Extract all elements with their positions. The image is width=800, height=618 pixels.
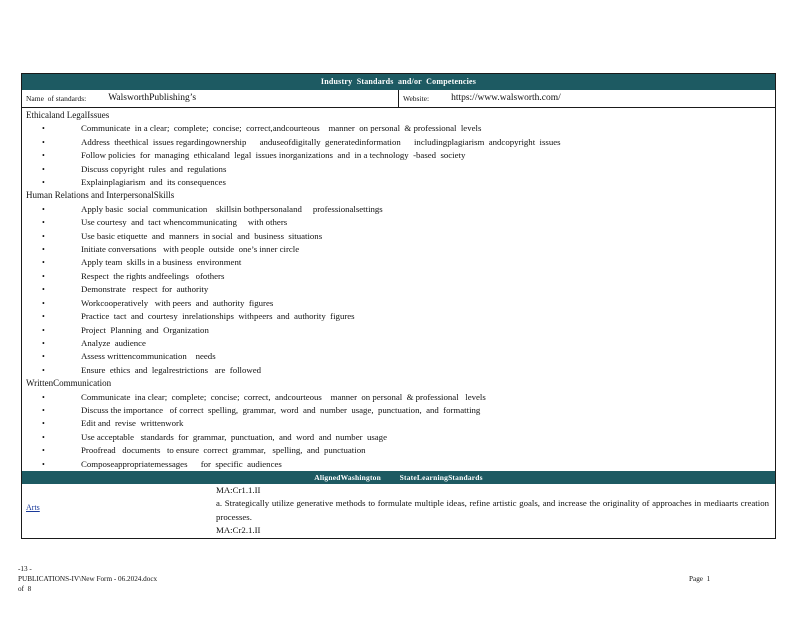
bullet-icon: • [42, 392, 45, 402]
standard-code: MA:Cr1.1.II [216, 484, 261, 495]
list-item: • Explainplagiarism and its consequences [22, 176, 775, 189]
website-label: Website: [403, 94, 430, 103]
aligned-standards-row [22, 484, 775, 538]
bullet-icon: • [42, 137, 45, 147]
bullet-icon: • [42, 298, 45, 308]
bullet-icon: • [42, 312, 45, 322]
list-item: • Practice tact and courtesy inrelationships withpeers and authority figures [22, 310, 775, 323]
section-title: Human Relations and InterpersonalSkills [26, 190, 175, 201]
standard-code: MA:Cr2.1.II [216, 525, 261, 536]
list-item: • Use basic etiquette and manners in social and business situations [22, 230, 775, 243]
list-item: • Edit and revise writtenwork [22, 417, 775, 430]
bullet-icon: • [42, 258, 45, 268]
footer-page-label: Page 1 [689, 575, 711, 583]
bullet-icon: • [42, 271, 45, 281]
bullet-icon: • [42, 218, 45, 228]
standard-description: a. Strategically utilize generative methods to formulate multiple ideas, refine artistic goals, and increase the originality of approaches in mediaarts creation processes. [216, 498, 769, 522]
list-item: • Demonstrate respect for authority [22, 283, 775, 296]
section-ethical-legal [22, 109, 775, 189]
bullet-icon: • [42, 325, 45, 335]
list-item: • Discuss the importance of correct spelling, grammar, word and number usage, punctuation, and formatting [22, 404, 775, 417]
list-item: • Assess writtencommunication needs [22, 350, 775, 363]
bullet-icon: • [42, 124, 45, 134]
website-cell [399, 90, 775, 107]
list-item: • Workcooperatively with peers and authority figures [22, 297, 775, 310]
bullet-icon: • [42, 204, 45, 214]
subject-link-arts[interactable]: Arts [26, 502, 40, 512]
name-of-standards-label: Name of standards: [26, 94, 87, 103]
bullet-icon: • [42, 151, 45, 161]
bullet-icon: • [42, 164, 45, 174]
list-item: • Use courtesy and tact whencommunicating with others [22, 216, 775, 229]
list-item: • Follow policies for managing ethicaland legal issues inorganizations and in a technology -based society [22, 149, 775, 162]
bullet-icon: • [42, 231, 45, 241]
bullet-icon: • [42, 365, 45, 375]
standard-detail-cell [212, 484, 775, 538]
list-item: • Communicate in a clear; complete; concise; correct,andcourteous manner on personal & professional levels [22, 122, 775, 135]
competency-sections [22, 108, 775, 471]
footer-page-number: -13 - [18, 565, 32, 573]
list-item: • Initiate conversations with people outside one’s inner circle [22, 243, 775, 256]
bullet-icon: • [42, 285, 45, 295]
bullet-icon: • [42, 405, 45, 415]
bullet-icon: • [42, 446, 45, 456]
name-of-standards-cell [22, 90, 399, 107]
list-item: • Use acceptable standards for grammar, punctuation, and word and number usage [22, 431, 775, 444]
list-item: • Address theethical issues regardingownership anduseofdigitally generatedinformation includingplagiarism andcopyright issues [22, 136, 775, 149]
aligned-standards-header: AlignedWashington StateLearningStandards [22, 471, 775, 484]
list-item: • Discuss copyright rules and regulations [22, 163, 775, 176]
list-item: • Project Planning and Organization [22, 324, 775, 337]
standards-info-row [22, 90, 775, 108]
section-title: Ethicaland LegalIssues [26, 110, 110, 120]
section-title: WrittenCommunication [26, 378, 112, 389]
list-item: • Communicate ina clear; complete; concise; correct, andcourteous manner on personal & professional levels [22, 391, 775, 404]
section-written-communication [22, 377, 775, 471]
website-value[interactable]: https://www.walsworth.com/ [451, 93, 561, 103]
name-of-standards-value: WalsworthPublishing’s [108, 93, 197, 103]
competencies-table [21, 73, 776, 539]
section-human-relations [22, 189, 775, 377]
list-item: • Apply basic social communication skillsin bothpersonaland professionalsettings [22, 203, 775, 216]
bullet-icon: • [42, 245, 45, 255]
bullet-icon: • [42, 459, 45, 469]
list-item: • Apply team skills in a business environment [22, 256, 775, 269]
footer-of-pages: of 8 [18, 585, 32, 593]
bullet-icon: • [42, 419, 45, 429]
footer-file-path: PUBLICATIONS-IV\New Form - 06.2024.docx [18, 575, 158, 583]
bullet-icon: • [42, 178, 45, 188]
bullet-icon: • [42, 352, 45, 362]
list-item: • Respect the rights andfeelings ofothers [22, 270, 775, 283]
list-item: • Analyze audience [22, 337, 775, 350]
list-item: • Composeappropriatemessages for specific audiences [22, 458, 775, 471]
bullet-icon: • [42, 338, 45, 348]
list-item: • Ensure ethics and legalrestrictions are followed [22, 364, 775, 377]
list-item: • Proofread documents to ensure correct grammar, spelling, and punctuation [22, 444, 775, 457]
subject-cell [22, 484, 212, 538]
industry-standards-header: Industry Standards and/or Competencies [22, 74, 775, 90]
bullet-icon: • [42, 432, 45, 442]
